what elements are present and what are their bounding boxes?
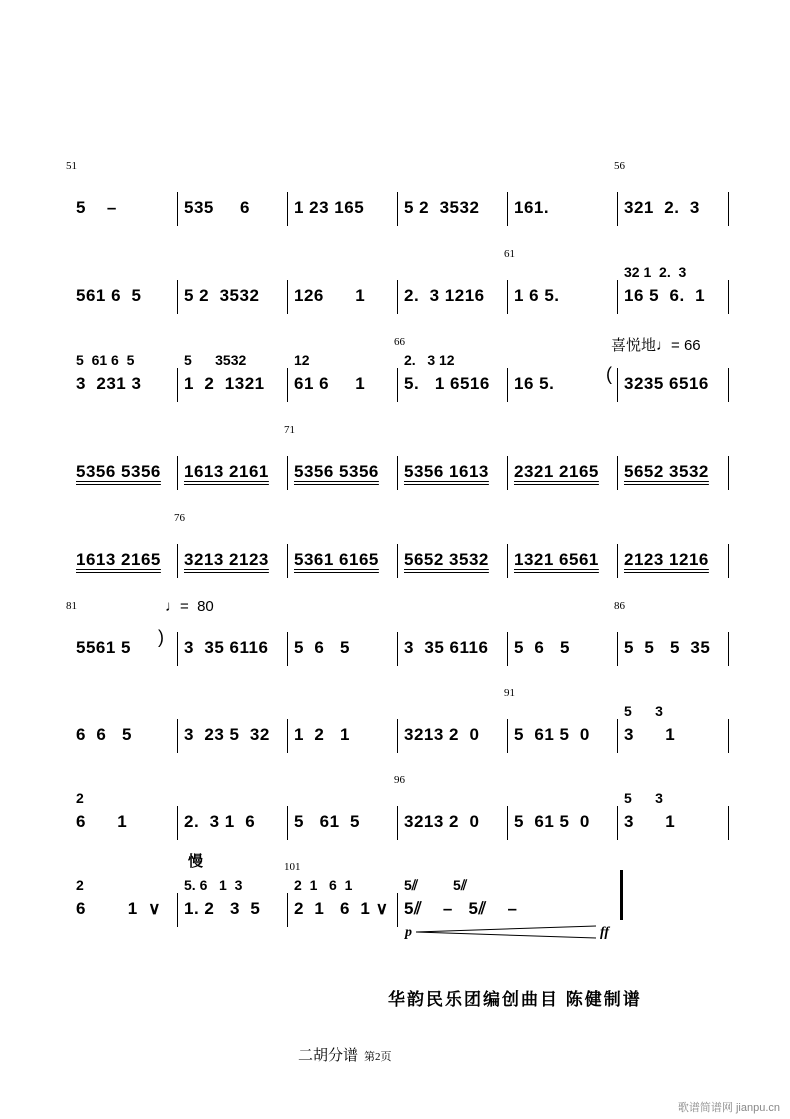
notes: 2321 2165 — [514, 462, 599, 481]
notes: 5356 5356 — [294, 462, 379, 481]
notes: 1 2 1321 — [184, 374, 265, 393]
notes: 6 1 — [76, 812, 128, 831]
notes: 5 61 5 0 — [514, 812, 590, 831]
measure — [72, 434, 176, 514]
notes: 1613 2161 — [184, 462, 269, 481]
barline — [287, 456, 288, 490]
measure — [180, 434, 284, 514]
measure — [620, 258, 724, 338]
notes: 3 23 5 32 — [184, 725, 270, 744]
barline — [177, 368, 178, 402]
measure — [620, 697, 724, 777]
measure — [400, 522, 504, 602]
barline — [177, 280, 178, 314]
barline — [177, 893, 178, 927]
barline — [397, 806, 398, 840]
measure — [174, 512, 284, 602]
measure — [510, 610, 614, 690]
barline — [397, 368, 398, 402]
notes: 5356 1613 — [404, 462, 489, 481]
measure — [290, 170, 394, 250]
notes: 5 5 5 35 — [624, 638, 711, 657]
barline — [287, 719, 288, 753]
notes: 6 1 ∨ — [76, 899, 162, 918]
barline — [397, 719, 398, 753]
measure — [510, 434, 614, 514]
notes: 1613 2165 — [76, 550, 161, 569]
barline — [617, 806, 618, 840]
dynamic-p: p — [405, 925, 412, 940]
measure — [284, 861, 394, 951]
repeat-paren-close: ) — [158, 627, 164, 647]
barline — [287, 280, 288, 314]
measure — [290, 610, 394, 690]
score-row — [0, 687, 790, 777]
measure — [400, 610, 504, 690]
barline — [507, 280, 508, 314]
measure — [510, 346, 614, 426]
measure-number: 51 — [66, 160, 77, 172]
measure — [290, 522, 394, 602]
barline — [397, 280, 398, 314]
barline — [617, 632, 618, 666]
measure-number: 61 — [504, 248, 515, 260]
notes: 3213 2 0 — [404, 812, 480, 831]
notes: 5652 3532 — [624, 462, 709, 481]
measure — [620, 784, 724, 864]
notes: 2. 3 1216 — [404, 286, 485, 305]
notes: 3213 2 0 — [404, 725, 480, 744]
measure — [72, 871, 176, 951]
barline — [728, 368, 729, 402]
footer: 二胡分谱 第2页 — [298, 1048, 392, 1064]
barline — [177, 632, 178, 666]
dynamic-ff: ff — [600, 925, 610, 940]
upper-voice-notes: 5. 6 1 3 — [184, 877, 243, 893]
notes: 161. — [514, 198, 550, 217]
notes: 321 2. 3 — [624, 198, 700, 217]
credit-text: 华韵民乐团编创曲目 陈健制谱 — [388, 990, 642, 1009]
notes: 5 2 3532 — [404, 198, 480, 217]
barline — [507, 368, 508, 402]
notes: 5 61 5 — [294, 812, 360, 831]
barline — [617, 544, 618, 578]
barline — [397, 544, 398, 578]
upper-voice-notes: 5 61 6 5 — [76, 352, 135, 368]
notes: 2 1 6 1 ∨ — [294, 899, 389, 918]
barline — [728, 192, 729, 226]
notes: 3 1 — [624, 812, 676, 831]
notes: 3 35 6116 — [404, 638, 489, 657]
notes: 5561 5 — [76, 638, 131, 657]
measure — [290, 346, 394, 426]
barline — [507, 632, 508, 666]
crescendo-hairpin — [414, 922, 598, 942]
measure-number: 66 — [394, 336, 405, 348]
notes: 5 6 5 — [514, 638, 570, 657]
notes: 6 6 5 — [76, 725, 132, 744]
notes: 3235 6516 — [624, 374, 709, 393]
barline — [287, 632, 288, 666]
measure — [400, 170, 504, 250]
barline — [728, 456, 729, 490]
upper-voice-notes: 32 1 2. 3 — [624, 264, 687, 280]
tempo-marking-66: 喜悦地♩= 66 — [611, 337, 701, 354]
watermark: 歌谱简谱网 jianpu.cn — [677, 1102, 780, 1114]
measure-number: 71 — [284, 424, 295, 436]
barline — [287, 893, 288, 927]
repeat-paren-open: ( — [606, 364, 612, 384]
notes: 1 2 1 — [294, 725, 350, 744]
notes: 2123 1216 — [624, 550, 709, 569]
barline — [507, 192, 508, 226]
measure — [180, 346, 284, 426]
notes: 535 6 — [184, 198, 250, 217]
barline — [507, 806, 508, 840]
upper-voice-notes: 2. 3 12 — [404, 352, 455, 368]
measure — [180, 871, 284, 951]
notes: 3 231 3 — [76, 374, 142, 393]
score-row — [0, 248, 790, 338]
barline — [287, 368, 288, 402]
final-barline — [620, 870, 623, 920]
upper-voice-notes: 5⫽ 5⫽ — [404, 877, 468, 893]
barline — [507, 544, 508, 578]
measure — [66, 600, 176, 690]
measure — [180, 170, 284, 250]
barline — [397, 632, 398, 666]
barline — [287, 544, 288, 578]
measure — [400, 697, 504, 777]
barline — [397, 456, 398, 490]
notes: 5. 1 6516 — [404, 374, 490, 393]
notes: 5361 6165 — [294, 550, 379, 569]
notes: 5⫽ – 5⫽ – — [404, 899, 518, 918]
notes: 3 1 — [624, 725, 676, 744]
score-row — [0, 512, 790, 602]
measure — [614, 160, 724, 250]
score-row — [0, 861, 790, 951]
upper-voice-notes: 2 1 6 1 — [294, 877, 353, 893]
measure-number: 91 — [504, 687, 515, 699]
measure-number: 101 — [284, 861, 301, 873]
measure-number: 96 — [394, 774, 405, 786]
score-row — [0, 774, 790, 864]
barline — [287, 806, 288, 840]
measure — [72, 258, 176, 338]
notes: 1 6 5. — [514, 286, 560, 305]
measure — [510, 784, 614, 864]
barline — [617, 719, 618, 753]
measure — [180, 697, 284, 777]
tempo-marking-80: ♩= 80 — [165, 598, 214, 615]
notes: 5 6 5 — [294, 638, 350, 657]
barline — [617, 456, 618, 490]
notes: 126 1 — [294, 286, 366, 305]
measure-number: 76 — [174, 512, 185, 524]
barline — [617, 280, 618, 314]
measure — [504, 248, 614, 338]
barline — [397, 893, 398, 927]
barline — [177, 456, 178, 490]
notes: 16 5. — [514, 374, 555, 393]
barline — [177, 806, 178, 840]
notes: 5 – — [76, 198, 117, 217]
barline — [287, 192, 288, 226]
upper-voice-notes: 2 — [76, 790, 84, 806]
score-row — [0, 424, 790, 514]
measure — [620, 434, 724, 514]
notes: 5356 5356 — [76, 462, 161, 481]
upper-voice-notes: 12 — [294, 352, 310, 368]
barline — [728, 544, 729, 578]
notes: 16 5 6. 1 — [624, 286, 706, 305]
slow-marking: 慢 — [188, 853, 204, 870]
score-row — [0, 160, 790, 250]
notes: 3 35 6116 — [184, 638, 269, 657]
measure — [180, 258, 284, 338]
barline — [177, 192, 178, 226]
barline — [728, 632, 729, 666]
measure — [72, 346, 176, 426]
measure — [72, 784, 176, 864]
measure — [504, 687, 614, 777]
measure — [72, 697, 176, 777]
notes: 3213 2123 — [184, 550, 269, 569]
measure — [614, 600, 724, 690]
notes: 1 23 165 — [294, 198, 365, 217]
upper-voice-notes: 5 3 — [624, 703, 663, 719]
upper-voice-notes: 2 — [76, 877, 84, 893]
measure-number: 56 — [614, 160, 625, 172]
measure — [394, 774, 504, 864]
notes: 5 61 5 0 — [514, 725, 590, 744]
measure — [400, 258, 504, 338]
notes: 561 6 5 — [76, 286, 142, 305]
measure — [180, 610, 284, 690]
upper-voice-notes: 5 3532 — [184, 352, 247, 368]
measure — [620, 346, 724, 426]
measure — [290, 697, 394, 777]
notes: 5 2 3532 — [184, 286, 260, 305]
measure — [290, 784, 394, 864]
barline — [507, 456, 508, 490]
notes: 1321 6561 — [514, 550, 599, 569]
measure — [284, 424, 394, 514]
barline — [617, 192, 618, 226]
measure-number: 81 — [66, 600, 77, 612]
barline — [728, 280, 729, 314]
notes: 2. 3 1 6 — [184, 812, 256, 831]
measure — [510, 170, 614, 250]
notes: 61 6 1 — [294, 374, 366, 393]
barline — [617, 368, 618, 402]
measure — [510, 522, 614, 602]
barline — [177, 719, 178, 753]
measure-number: 86 — [614, 600, 625, 612]
notes: 1. 2 3 5 — [184, 899, 261, 918]
measure — [400, 434, 504, 514]
upper-voice-notes: 5 3 — [624, 790, 663, 806]
measure — [620, 522, 724, 602]
barline — [728, 719, 729, 753]
measure — [72, 522, 176, 602]
measure — [66, 160, 176, 250]
measure — [394, 336, 504, 426]
measure — [290, 258, 394, 338]
barline — [397, 192, 398, 226]
barline — [177, 544, 178, 578]
barline — [728, 806, 729, 840]
barline — [507, 719, 508, 753]
notes: 5652 3532 — [404, 550, 489, 569]
